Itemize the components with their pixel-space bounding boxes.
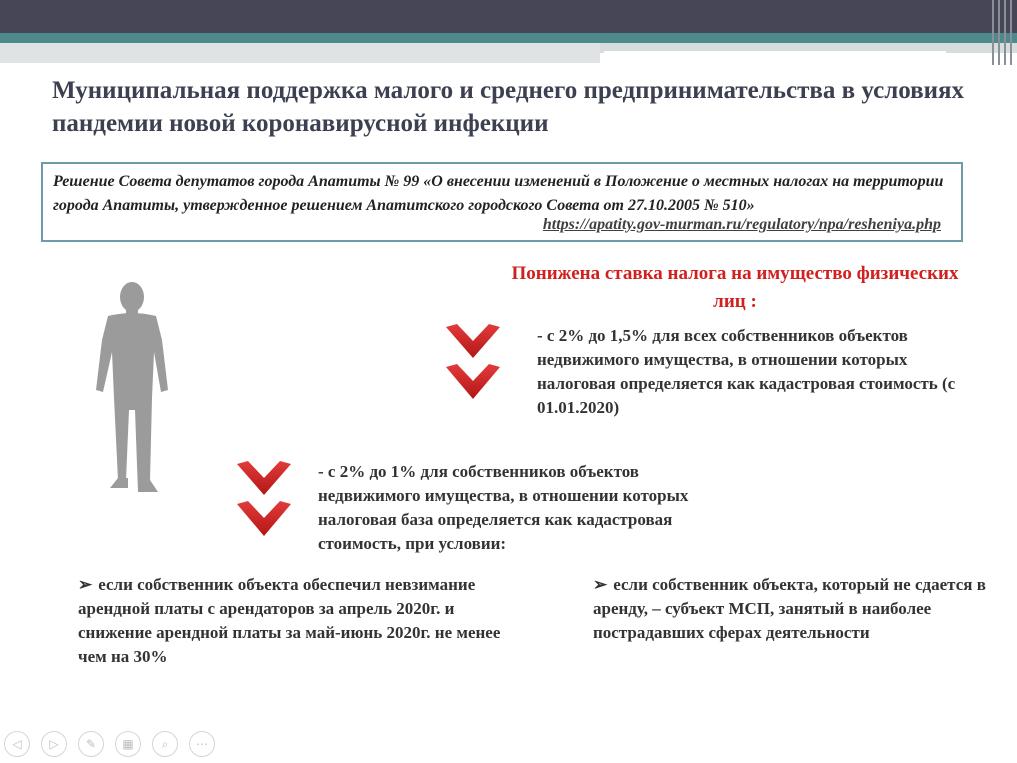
more-icon[interactable]: ⋯ xyxy=(189,731,215,757)
arrow-bullet-icon: ➢ xyxy=(78,575,93,594)
header-divider-line xyxy=(604,51,946,53)
condition-2 xyxy=(593,573,993,645)
arrow-bullet-icon: ➢ xyxy=(593,575,608,594)
person-silhouette-icon xyxy=(88,280,176,498)
zoom-icon[interactable]: ⌕ xyxy=(152,731,178,757)
condition-1 xyxy=(78,573,528,669)
header-stripes xyxy=(988,0,1017,65)
double-chevron-down-icon xyxy=(234,458,294,542)
tax-rate-heading: Понижена ставка налога на имущество физических лиц : xyxy=(511,263,959,312)
decision-box xyxy=(41,162,963,242)
header-bar xyxy=(0,0,1017,33)
decision-link[interactable]: https://apatity.gov-murman.ru/regulatory/npa/resheniya.php xyxy=(542,216,941,233)
next-icon[interactable]: ▷ xyxy=(41,731,67,757)
prev-icon[interactable]: ◁ xyxy=(4,731,30,757)
slides-icon[interactable]: ▦ xyxy=(115,731,141,757)
condition-1-text: если собственник объекта обеспечил невзимание арендной платы с арендаторов за апрель 2020г. и снижение арендной платы за май-июнь 2020г. не менее чем на 30% xyxy=(78,575,501,666)
header-accent-band xyxy=(0,33,1017,43)
double-chevron-down-icon xyxy=(443,321,503,405)
pen-icon[interactable]: ✎ xyxy=(78,731,104,757)
decision-text: Решение Совета депутатов города Апатиты № 99 «О внесении изменений в Положение о местных налогах на территории города Апатиты, утвержденное решением Апатитского городского Совета от 27.10.2005 № 510» xyxy=(53,173,944,214)
slide-title: Муниципальная поддержка малого и среднего предпринимательства в условиях пандемии новой коронавирусной инфекции xyxy=(52,77,965,137)
rate-reduction-2: - с 2% до 1% для собственников объектов недвижимого имущества, в отношении которых налоговая база определяется как кадастровая стоимость, при условии: xyxy=(318,462,689,553)
rate-reduction-1: - с 2% до 1,5% для всех собственников объектов недвижимого имущества, в отношении которых налоговая определяется как кадастровая стоимость (с 01.01.2020) xyxy=(537,326,956,417)
condition-2-text: если собственник объекта, который не сдается в аренду, – субъект МСП, занятый в наиболее пострадавших сферах деятельности xyxy=(593,575,986,642)
header-grey-band xyxy=(0,43,600,63)
